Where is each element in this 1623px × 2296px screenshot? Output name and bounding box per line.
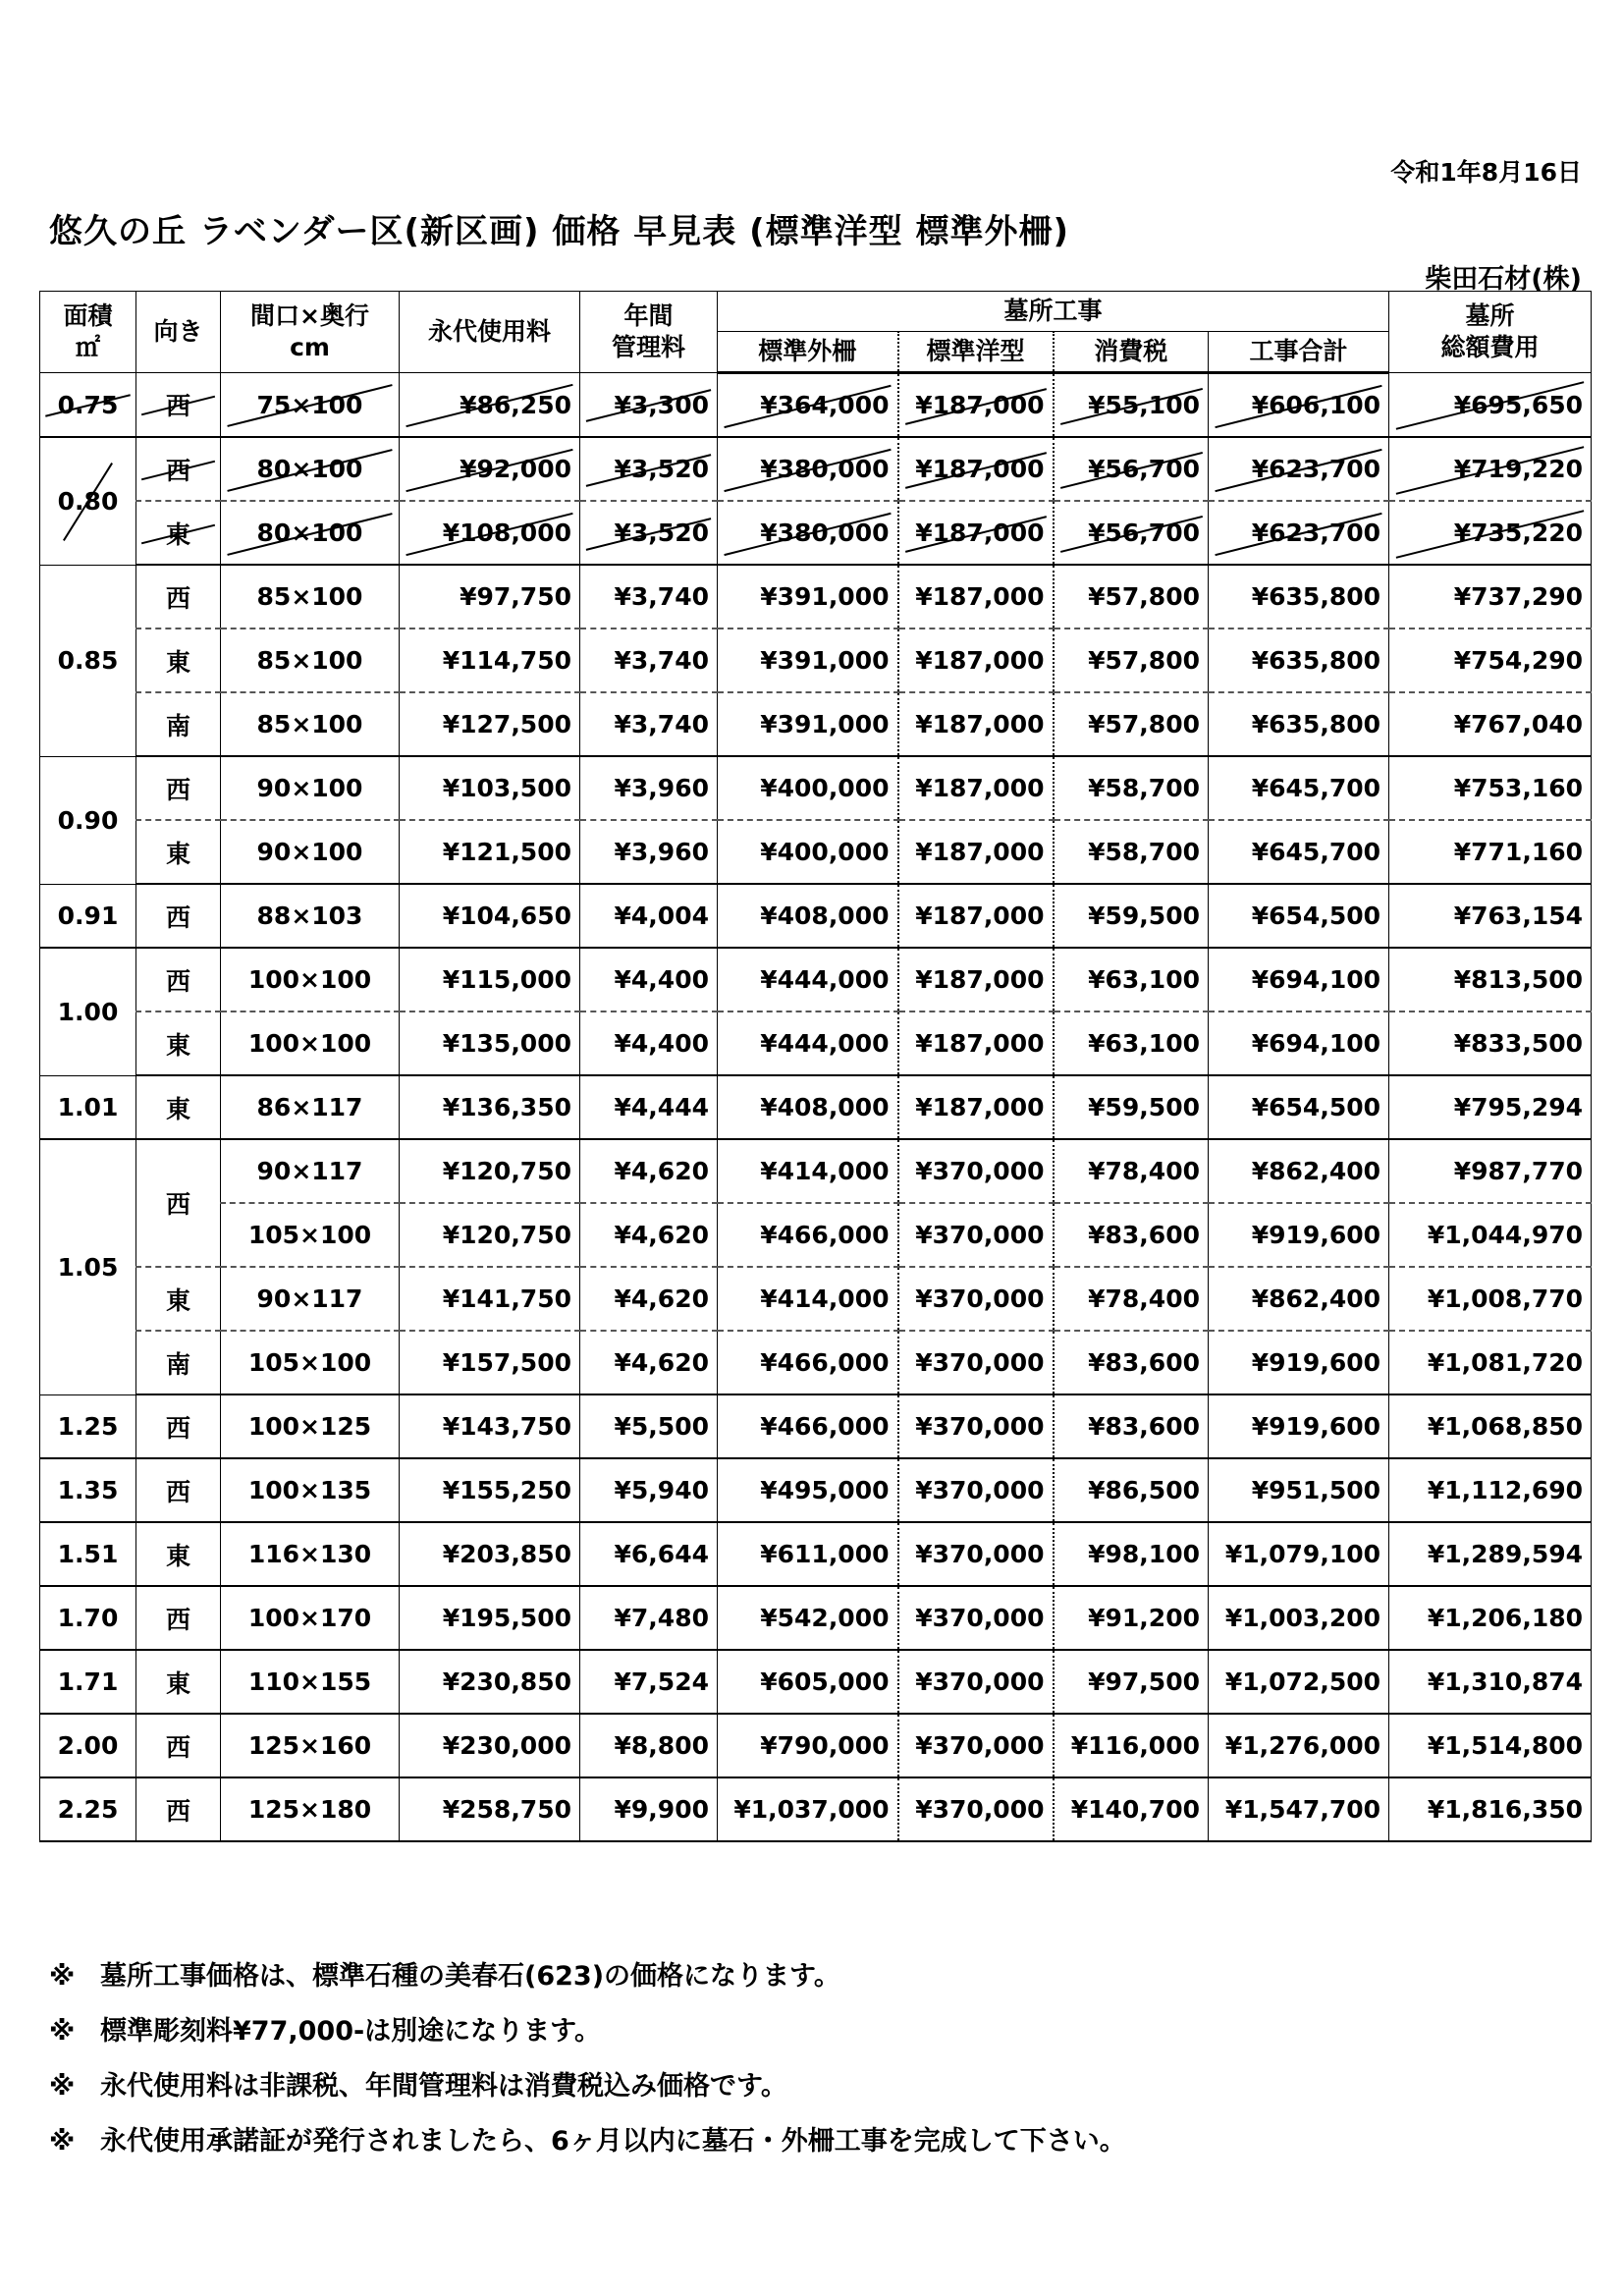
cell-orientation: 西 (136, 565, 221, 629)
cell-fence: ¥408,000 (718, 884, 898, 948)
cell-tax: ¥116,000 (1054, 1714, 1209, 1777)
cell-fence: ¥380,000 (718, 437, 898, 501)
price-table-body (40, 373, 1592, 1842)
cell-total: ¥1,289,594 (1389, 1522, 1592, 1586)
cell-annual: ¥4,400 (580, 948, 718, 1011)
table-row (40, 1075, 1592, 1139)
cell-total: ¥1,816,350 (1389, 1777, 1592, 1841)
header-tax: 消費税 (1054, 332, 1209, 373)
cell-orientation: 西 (136, 1139, 221, 1267)
cell-total: ¥737,290 (1389, 565, 1592, 629)
cell-ctotal: ¥919,600 (1209, 1394, 1389, 1458)
cell-ctotal: ¥1,547,700 (1209, 1777, 1389, 1841)
cell-size: 116×130 (221, 1522, 400, 1586)
cell-western: ¥370,000 (898, 1331, 1054, 1394)
cell-ctotal: ¥694,100 (1209, 1011, 1389, 1075)
cell-ctotal: ¥645,700 (1209, 756, 1389, 820)
cell-area: 0.75 (40, 373, 136, 438)
cell-total: ¥1,514,800 (1389, 1714, 1592, 1777)
cell-ctotal: ¥1,276,000 (1209, 1714, 1389, 1777)
table-row (40, 948, 1592, 1011)
cell-tax: ¥57,800 (1054, 629, 1209, 692)
cell-orientation: 西 (136, 756, 221, 820)
cell-western: ¥370,000 (898, 1394, 1054, 1458)
cell-annual: ¥4,620 (580, 1139, 718, 1203)
price-table (39, 291, 1592, 1842)
cell-annual: ¥6,644 (580, 1522, 718, 1586)
cell-ctotal: ¥654,500 (1209, 884, 1389, 948)
cell-size: 90×117 (221, 1139, 400, 1203)
cell-ctotal: ¥862,400 (1209, 1139, 1389, 1203)
cell-annual: ¥4,620 (580, 1267, 718, 1331)
header-construction: 墓所工事 (718, 292, 1389, 332)
cell-perpetual: ¥136,350 (400, 1075, 580, 1139)
cell-ctotal: ¥635,800 (1209, 692, 1389, 756)
cell-annual: ¥7,524 (580, 1650, 718, 1714)
cell-orientation: 東 (136, 1650, 221, 1714)
cell-orientation: 東 (136, 1011, 221, 1075)
cell-total: ¥1,068,850 (1389, 1394, 1592, 1458)
cell-perpetual: ¥127,500 (400, 692, 580, 756)
cell-fence: ¥1,037,000 (718, 1777, 898, 1841)
notes (49, 1949, 1126, 2169)
cell-size: 105×100 (221, 1203, 400, 1267)
cell-ctotal: ¥606,100 (1209, 373, 1389, 438)
cell-tax: ¥83,600 (1054, 1394, 1209, 1458)
cell-ctotal: ¥694,100 (1209, 948, 1389, 1011)
cell-size: 80×100 (221, 437, 400, 501)
cell-fence: ¥444,000 (718, 1011, 898, 1075)
cell-ctotal: ¥862,400 (1209, 1267, 1389, 1331)
cell-orientation: 西 (136, 373, 221, 438)
cell-perpetual: ¥157,500 (400, 1331, 580, 1394)
cell-western: ¥370,000 (898, 1139, 1054, 1203)
table-row (40, 1394, 1592, 1458)
header-orientation: 向き (136, 292, 221, 373)
cell-perpetual: ¥120,750 (400, 1203, 580, 1267)
header-area: 面積 ㎡ (40, 292, 136, 373)
table-row (40, 1011, 1592, 1075)
cell-perpetual: ¥103,500 (400, 756, 580, 820)
cell-perpetual: ¥155,250 (400, 1458, 580, 1522)
cell-fence: ¥495,000 (718, 1458, 898, 1522)
header-perpetual-fee: 永代使用料 (400, 292, 580, 373)
cell-western: ¥187,000 (898, 948, 1054, 1011)
table-row (40, 1139, 1592, 1203)
table-row (40, 373, 1592, 438)
cell-western: ¥370,000 (898, 1714, 1054, 1777)
cell-western: ¥187,000 (898, 565, 1054, 629)
cell-tax: ¥78,400 (1054, 1139, 1209, 1203)
note-item: ※ 墓所工事価格は、標準石種の美春石(623)の価格になります。 (49, 1961, 840, 1992)
cell-tax: ¥97,500 (1054, 1650, 1209, 1714)
cell-western: ¥187,000 (898, 820, 1054, 884)
cell-perpetual: ¥115,000 (400, 948, 580, 1011)
cell-orientation: 西 (136, 1586, 221, 1650)
note-item: ※ 永代使用料は非課税、年間管理料は消費税込み価格です。 (49, 2071, 787, 2102)
cell-area: 1.35 (40, 1458, 136, 1522)
cell-tax: ¥98,100 (1054, 1522, 1209, 1586)
cell-total: ¥1,044,970 (1389, 1203, 1592, 1267)
cell-tax: ¥140,700 (1054, 1777, 1209, 1841)
cell-tax: ¥55,100 (1054, 373, 1209, 438)
cell-fence: ¥444,000 (718, 948, 898, 1011)
cell-perpetual: ¥121,500 (400, 820, 580, 884)
table-row (40, 629, 1592, 692)
cell-size: 105×100 (221, 1331, 400, 1394)
cell-annual: ¥3,960 (580, 756, 718, 820)
cell-perpetual: ¥143,750 (400, 1394, 580, 1458)
table-row (40, 1267, 1592, 1331)
cell-size: 100×100 (221, 948, 400, 1011)
cell-area: 1.71 (40, 1650, 136, 1714)
cell-tax: ¥59,500 (1054, 884, 1209, 948)
cell-perpetual: ¥141,750 (400, 1267, 580, 1331)
cell-tax: ¥63,100 (1054, 948, 1209, 1011)
cell-fence: ¥790,000 (718, 1714, 898, 1777)
cell-tax: ¥91,200 (1054, 1586, 1209, 1650)
cell-tax: ¥78,400 (1054, 1267, 1209, 1331)
cell-orientation: 東 (136, 1075, 221, 1139)
cell-annual: ¥4,444 (580, 1075, 718, 1139)
table-row (40, 437, 1592, 501)
cell-size: 86×117 (221, 1075, 400, 1139)
cell-fence: ¥391,000 (718, 565, 898, 629)
cell-fence: ¥400,000 (718, 756, 898, 820)
cell-area: 1.70 (40, 1586, 136, 1650)
cell-ctotal: ¥919,600 (1209, 1203, 1389, 1267)
cell-fence: ¥391,000 (718, 692, 898, 756)
cell-area: 0.80 (40, 437, 136, 565)
cell-ctotal: ¥623,700 (1209, 437, 1389, 501)
cell-total: ¥813,500 (1389, 948, 1592, 1011)
cell-perpetual: ¥92,000 (400, 437, 580, 501)
table-row (40, 1331, 1592, 1394)
cell-orientation: 南 (136, 692, 221, 756)
cell-perpetual: ¥120,750 (400, 1139, 580, 1203)
cell-western: ¥187,000 (898, 629, 1054, 692)
cell-total: ¥763,154 (1389, 884, 1592, 948)
cell-ctotal: ¥1,003,200 (1209, 1586, 1389, 1650)
cell-ctotal: ¥1,079,100 (1209, 1522, 1389, 1586)
cell-fence: ¥414,000 (718, 1267, 898, 1331)
cell-area: 1.25 (40, 1394, 136, 1458)
cell-tax: ¥83,600 (1054, 1331, 1209, 1394)
cell-tax: ¥63,100 (1054, 1011, 1209, 1075)
cell-total: ¥754,290 (1389, 629, 1592, 692)
cell-fence: ¥605,000 (718, 1650, 898, 1714)
cell-size: 100×125 (221, 1394, 400, 1458)
cell-orientation: 東 (136, 1522, 221, 1586)
table-row (40, 1522, 1592, 1586)
cell-tax: ¥57,800 (1054, 565, 1209, 629)
cell-total: ¥735,220 (1389, 501, 1592, 565)
cell-size: 125×160 (221, 1714, 400, 1777)
cell-tax: ¥86,500 (1054, 1458, 1209, 1522)
cell-orientation: 東 (136, 629, 221, 692)
cell-annual: ¥8,800 (580, 1714, 718, 1777)
cell-total: ¥1,081,720 (1389, 1331, 1592, 1394)
cell-total: ¥1,008,770 (1389, 1267, 1592, 1331)
cell-fence: ¥391,000 (718, 629, 898, 692)
cell-western: ¥370,000 (898, 1777, 1054, 1841)
cell-annual: ¥7,480 (580, 1586, 718, 1650)
cell-ctotal: ¥1,072,500 (1209, 1650, 1389, 1714)
cell-western: ¥187,000 (898, 373, 1054, 438)
cell-western: ¥370,000 (898, 1203, 1054, 1267)
cell-total: ¥695,650 (1389, 373, 1592, 438)
cell-area: 1.51 (40, 1522, 136, 1586)
cell-total: ¥1,206,180 (1389, 1586, 1592, 1650)
header-construction-total: 工事合計 (1209, 332, 1389, 373)
cell-annual: ¥3,960 (580, 820, 718, 884)
cell-total: ¥719,220 (1389, 437, 1592, 501)
cell-annual: ¥3,520 (580, 501, 718, 565)
cell-fence: ¥380,000 (718, 501, 898, 565)
cell-annual: ¥3,740 (580, 565, 718, 629)
cell-annual: ¥5,940 (580, 1458, 718, 1522)
cell-fence: ¥466,000 (718, 1394, 898, 1458)
table-row (40, 1586, 1592, 1650)
cell-fence: ¥414,000 (718, 1139, 898, 1203)
cell-tax: ¥83,600 (1054, 1203, 1209, 1267)
cell-perpetual: ¥86,250 (400, 373, 580, 438)
cell-area: 2.25 (40, 1777, 136, 1841)
cell-total: ¥1,112,690 (1389, 1458, 1592, 1522)
cell-size: 90×117 (221, 1267, 400, 1331)
cell-annual: ¥4,620 (580, 1203, 718, 1267)
cell-area: 1.01 (40, 1075, 136, 1139)
cell-perpetual: ¥230,850 (400, 1650, 580, 1714)
cell-ctotal: ¥654,500 (1209, 1075, 1389, 1139)
cell-size: 100×170 (221, 1586, 400, 1650)
cell-perpetual: ¥135,000 (400, 1011, 580, 1075)
cell-western: ¥370,000 (898, 1267, 1054, 1331)
cell-size: 75×100 (221, 373, 400, 438)
cell-ctotal: ¥919,600 (1209, 1331, 1389, 1394)
cell-area: 1.05 (40, 1139, 136, 1394)
page-title: 悠久の丘 ラベンダー区(新区画) 価格 早見表 (標準洋型 標準外柵) (49, 212, 1069, 251)
cell-size: 85×100 (221, 565, 400, 629)
cell-orientation: 西 (136, 1714, 221, 1777)
cell-orientation: 東 (136, 820, 221, 884)
cell-tax: ¥58,700 (1054, 756, 1209, 820)
cell-western: ¥187,000 (898, 756, 1054, 820)
cell-western: ¥187,000 (898, 884, 1054, 948)
cell-western: ¥187,000 (898, 437, 1054, 501)
cell-ctotal: ¥623,700 (1209, 501, 1389, 565)
cell-total: ¥1,310,874 (1389, 1650, 1592, 1714)
cell-ctotal: ¥951,500 (1209, 1458, 1389, 1522)
cell-perpetual: ¥114,750 (400, 629, 580, 692)
cell-western: ¥187,000 (898, 1075, 1054, 1139)
header-std-western: 標準洋型 (898, 332, 1054, 373)
cell-size: 100×135 (221, 1458, 400, 1522)
cell-ctotal: ¥645,700 (1209, 820, 1389, 884)
cell-perpetual: ¥97,750 (400, 565, 580, 629)
header-size: 間口×奥行 cm (221, 292, 400, 373)
cell-annual: ¥4,004 (580, 884, 718, 948)
cell-size: 110×155 (221, 1650, 400, 1714)
cell-orientation: 南 (136, 1331, 221, 1394)
cell-western: ¥370,000 (898, 1522, 1054, 1586)
header-annual-fee: 年間 管理料 (580, 292, 718, 373)
cell-tax: ¥58,700 (1054, 820, 1209, 884)
cell-annual: ¥3,300 (580, 373, 718, 438)
table-row (40, 756, 1592, 820)
company-name: 柴田石材(株) (1425, 264, 1582, 295)
cell-tax: ¥57,800 (1054, 692, 1209, 756)
cell-area: 0.90 (40, 756, 136, 884)
cell-area: 2.00 (40, 1714, 136, 1777)
cell-western: ¥370,000 (898, 1458, 1054, 1522)
cell-perpetual: ¥104,650 (400, 884, 580, 948)
header-std-fence: 標準外柵 (718, 332, 898, 373)
cell-annual: ¥4,400 (580, 1011, 718, 1075)
note-item: ※ 永代使用承諾証が発行されましたら、6ヶ月以内に墓石・外柵工事を完成して下さい。 (49, 2126, 1126, 2157)
cell-western: ¥370,000 (898, 1650, 1054, 1714)
cell-orientation: 西 (136, 884, 221, 948)
cell-size: 90×100 (221, 820, 400, 884)
cell-perpetual: ¥230,000 (400, 1714, 580, 1777)
cell-total: ¥771,160 (1389, 820, 1592, 884)
cell-size: 88×103 (221, 884, 400, 948)
cell-tax: ¥56,700 (1054, 437, 1209, 501)
cell-orientation: 西 (136, 1394, 221, 1458)
cell-western: ¥187,000 (898, 692, 1054, 756)
cell-perpetual: ¥203,850 (400, 1522, 580, 1586)
cell-annual: ¥3,740 (580, 629, 718, 692)
cell-fence: ¥466,000 (718, 1331, 898, 1394)
cell-area: 1.00 (40, 948, 136, 1075)
cell-perpetual: ¥108,000 (400, 501, 580, 565)
cell-size: 85×100 (221, 692, 400, 756)
cell-size: 100×100 (221, 1011, 400, 1075)
cell-total: ¥753,160 (1389, 756, 1592, 820)
cell-orientation: 西 (136, 948, 221, 1011)
cell-size: 85×100 (221, 629, 400, 692)
cell-size: 80×100 (221, 501, 400, 565)
document-date: 令和1年8月16日 (1390, 158, 1582, 187)
header-total: 墓所 総額費用 (1389, 292, 1592, 373)
cell-fence: ¥466,000 (718, 1203, 898, 1267)
table-row (40, 1777, 1592, 1841)
table-row (40, 1650, 1592, 1714)
cell-fence: ¥364,000 (718, 373, 898, 438)
cell-area: 0.91 (40, 884, 136, 948)
cell-annual: ¥4,620 (580, 1331, 718, 1394)
cell-annual: ¥5,500 (580, 1394, 718, 1458)
table-row (40, 565, 1592, 629)
cell-tax: ¥59,500 (1054, 1075, 1209, 1139)
cell-orientation: 西 (136, 1458, 221, 1522)
cell-perpetual: ¥258,750 (400, 1777, 580, 1841)
table-row (40, 820, 1592, 884)
cell-fence: ¥400,000 (718, 820, 898, 884)
cell-fence: ¥611,000 (718, 1522, 898, 1586)
table-row (40, 1714, 1592, 1777)
cell-ctotal: ¥635,800 (1209, 565, 1389, 629)
cell-annual: ¥9,900 (580, 1777, 718, 1841)
cell-size: 125×180 (221, 1777, 400, 1841)
cell-area: 0.85 (40, 565, 136, 756)
cell-total: ¥767,040 (1389, 692, 1592, 756)
cell-orientation: 西 (136, 437, 221, 501)
cell-tax: ¥56,700 (1054, 501, 1209, 565)
cell-fence: ¥542,000 (718, 1586, 898, 1650)
table-row (40, 692, 1592, 756)
cell-fence: ¥408,000 (718, 1075, 898, 1139)
table-row (40, 501, 1592, 565)
note-item: ※ 標準彫刻料¥77,000-は別途になります。 (49, 2016, 602, 2047)
cell-western: ¥187,000 (898, 1011, 1054, 1075)
cell-total: ¥833,500 (1389, 1011, 1592, 1075)
cell-annual: ¥3,740 (580, 692, 718, 756)
cell-perpetual: ¥195,500 (400, 1586, 580, 1650)
cell-ctotal: ¥635,800 (1209, 629, 1389, 692)
cell-orientation: 東 (136, 501, 221, 565)
table-row (40, 1458, 1592, 1522)
cell-size: 90×100 (221, 756, 400, 820)
table-row (40, 884, 1592, 948)
cell-total: ¥795,294 (1389, 1075, 1592, 1139)
cell-orientation: 西 (136, 1777, 221, 1841)
cell-total: ¥987,770 (1389, 1139, 1592, 1203)
cell-western: ¥370,000 (898, 1586, 1054, 1650)
cell-annual: ¥3,520 (580, 437, 718, 501)
cell-orientation: 東 (136, 1267, 221, 1331)
cell-western: ¥187,000 (898, 501, 1054, 565)
table-row (40, 1203, 1592, 1267)
